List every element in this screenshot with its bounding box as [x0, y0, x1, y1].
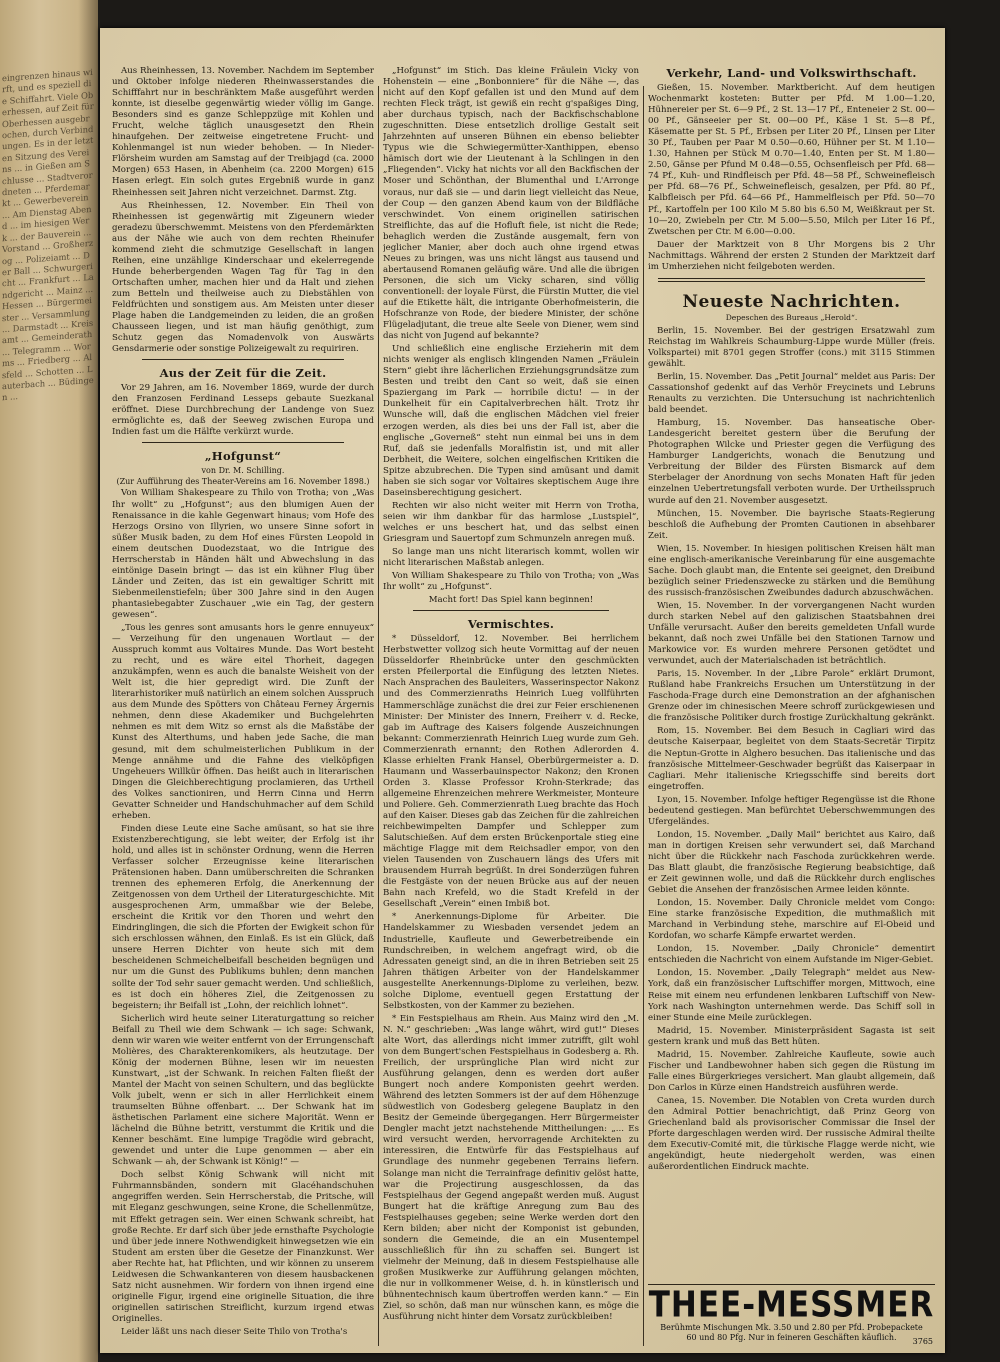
column-middle — [383, 66, 639, 1346]
news-item: London, 15. November. Daily Chronicle meldet vom Congo: Eine starke französische Expedition, die muthmaßlich mit Marchand in Verbindung stehe, marschire auf El-Obeid und Kordofan, wo scharfe Kämpfe erwartet werden. — [648, 898, 935, 942]
feuilleton-paragraph: Leider läßt uns nach dieser Seite Thilo von Trotha's — [121, 1326, 348, 1337]
feuilleton-paragraph: Von William Shakespeare zu Thilo von Trotha; von „Was Ihr wollt“ zu „Hofgunst“; aus den blumigen Auen der Renaissance in die kahle Gegenwart hinaus; vom Hofe des Herzogs Orsino von Illyrien, wo unsere Sinne sofort in süßer Musik baden, zu dem Hof eines Fürsten Leopold in einem deutschen Duodezstaat, wo die Intrigue des Herrscherstab in Händen hält und Abwechslung in das eintönige Dasein bringt — das ist ein kühner Flug über Länder und Zeiten, das ist ein gewaltiger Schritt mit Siebenmeilenstiefeln; über 300 Jahre sind in den Augen phantasiebegabter Zuschauer „wie ein Tag, der gestern gewesen“. — [112, 488, 374, 620]
feuilleton-title: „Hofgunst“ — [204, 449, 282, 464]
news-item: Lyon, 15. November. Infolge heftiger Regengüsse ist die Rhone bedeutend gestiegen. Man befürchtet Ueberschwemmungen des Ufergeländes. — [648, 794, 935, 827]
divider — [413, 610, 609, 611]
feuilleton-paragraph: Und schließlich eine englische Erzieherin mit dem nichts weniger als englisch klingenden Namen „Fräulein Stern“ giebt ihre lächerlichen Erziehungsgrundsätze zum Besten und treibt den Cant so weit, daß sie einen Spaziergang im Park — horribile dictu! — in der Dunkelheit für ein Capitalverbrechen hält. Trotz ihr Wunsche will, daß die englischen Mädchen viel freier erzogen werden, als dies bei uns der Fall ist, aber die englische „Governeß“ steht nun einmal bei uns in dem Ruf, daß sie jedenfalls Moralfistin ist, und mit aller Derbheit, die Weitere, solchen eingelfischen Kritiken die Spitze abzubrechen. Die Typen sind amüsant und damit haben sie sich sogar vor Voltaires skeptischem Auge ihre Daseinsberechtigung gesichert. — [383, 344, 639, 498]
column-right — [648, 66, 935, 1346]
feuilleton-paragraph: So lange man uns nicht literarisch kommt, wollen wir nicht literarischen Maßstab anlegen. — [383, 547, 639, 569]
feuilleton-paragraph: Finden diese Leute eine Sache amüsant, so hat sie ihre Existenzberechtigung, sie lebt weiter, der Erfolg ist ihr hold, und alles ist in schönster Ordnung, wenn die Herren Verfasser solcher Erzeugnisse keine literarischen Prätensionen haben. Dann umüberschreiten die Schranken trennen des ephemeren Erfolg, die Anerkennung der Zeitgenossen von dem Urtheil der Literaturgeschichte. Mit ausgesprochenen Arm, ummaßbar wie der Belebe, erscheint die Kritik vor den Thoren und wehrt den Eindringlingen, die sich die Pforten der Ewigkeit schon für sich erschlossen wähnen, den Einlaß. Es ist ein Glück, daß unsere Herren Dichter von heute sich mit dem bescheidenen Schmeichelbeifall bescheiden begnügen und nur um die Gunst des Publikums buhlen; denn manchen sollte der Tod sehr sauer gemacht werden. Und schließlich, es ist doch ein höheres Ziel, die Zeitgenossen zu begeistern; ihr Beifall ist „Lohn, der reichlich lohnet“. — [112, 823, 374, 1011]
news-item: Hamburg, 15. November. Das hanseatische Ober-Landesgericht bereitet gestern über die Berufung der Photographen Wilcke und Priester gegen die Verfügung des Hamburger Landgerichts, wonach die Benutzung und Verbreitung der Bilder des Fürsten Bismarck auf dem Sterbelager der Anordnung von sechs Monaten Haft für jeden einzelnen Uebertretungsfall verboten wurde. Der Urtheilsspruch wurde auf den 21. November ausgesetzt. — [648, 418, 935, 506]
news-item: Berlin, 15. November. Das „Petit Journal“ meldet aus Paris: Der Cassationshof gedenkt auf das Verhör Freycinets und Lebruns Renaults zu verzichten. Die Untersuchung ist nachrichtenlich bald beendet. — [648, 371, 935, 416]
feuilleton-subtitle: (Zur Aufführung des Theater-Vereins am 16. November 1898.) — [116, 477, 370, 487]
feuilleton-paragraph: Rechten wir also nicht weiter mit Herrn von Trotha, seien wir ihm dankbar für das harmlose „Lustspiel“, welches er uns beschert hat, und das selbst einen Griesgram und Sauertopf zum Schmunzeln anregen muß. — [383, 500, 639, 544]
news-item: Wien, 15. November. In hiesigen politischen Kreisen hält man eine englisch-amerikanische Vereinbarung für eine ausgemachte Sache. Doch glaubt man, die Entente sei geeignet, den Dreibund bezüglich seiner Friedenszwecke zu stärken und die Bemühung des russisch-französischen Zweibundes dadurch abzuschwächen. — [648, 543, 935, 598]
news-item: London, 15. November. „Daily Mail“ berichtet aus Kairo, daß man in dortigen Kreisen sehr verwundert sei, daß Marchand nicht über die Rückkehr nach Faschoda zurückkehren werde. Das Blatt glaubt, die französische Regierung beabsichtige, daß er Zeit gewinnen wolle, und daß die Rückkehr durch englisches Gebiet die Ansehen der französischen Armee leiden könnte. — [648, 829, 935, 896]
divider — [658, 278, 925, 282]
news-item: Paris, 15. November. In der „Libre Parole“ erklärt Drumont, Rußland habe Frankreichs Ersuchen um Unterstützung in der Faschoda-Frage durch eine Demonstration an der afghanischen Grenze oder im chinesischen Meere schroff zurückgewiesen und die französische Politiker durch frostige Zurückhaltung gekränkt. — [648, 669, 935, 724]
column-left — [112, 66, 374, 1346]
article-rheinhessen-13: Aus Rheinhessen, 13. November. Nachdem im September und Oktober infolge niederen Rheinwasserstandes die Schifffahrt nur in beschränktem Maße ausgeführt werden konnte, ist dieselbe gegenwärtig wieder völlig im Gange. Besonders sind es ganze Schleppzüge mit Kohlen und Frucht, welche täglich unausgesetzt den Rhein hinaufgehen. Der zeitweise eingetretene Frucht- und Kohlenmangel ist nun wieder behoben. — In Nieder-Flörsheim wurden am Samstag auf der Treibjagd (ca. 2000 Morgen) 653 Hasen, in Abenheim (ca. 2200 Morgen) 615 Hasen erlegt. Ein solch gutes Ergebniß wurde in ganz Rheinhessen seit Jahren nicht verzeichnet. Darmst. Ztg. — [112, 66, 374, 198]
article-festspielhaus: * Ein Festspielhaus am Rhein. Aus Mainz wird den „M. N. N.“ geschrieben: „Was lange währt, wird gut!“ Dieses alte Wort, das allerdings nicht immer zutrifft, gilt wohl von dem Bungert'schen Festspielhaus in Godesberg a. Rh. Freilich, der ursprüngliche Plan wird nicht zur Ausführung gelangen, denn es werden dort außer Bungert noch andere Komponisten geehrt werden. Während des letzten Sommers ist der auf dem Höhenzuge südwestlich von Godesberg gelegene Bauplatz in den Besitz der Gemeinde übergegangen. Herr Bürgermeister Dengler macht jetzt nachstehende Mittheilungen: „... Es wird versucht werden, hervorragende Architekten zu interessiren, die Entwürfe für das Festspielhaus auf Grundlage des nunmehr gegebenen Terrains liefern. Solange man nicht die Terrainfrage definitiv gelöst hatte, war die Projectirung ausgeschlossen, da das Festspielhaus der Gegend angepaßt werden muß. August Bungert hat die kräftige Anregung zum Bau des Festspielhauses gegeben; seine Werke werden dort den Kern bilden; aber nicht der Komponist ist gebunden, sondern die Gemeinde, die an ein Musentempel ausschließlich für ihn zu schaffen sei. Bungert ist vielmehr der Meinung, daß in diesem Festspielhause alle großen Musikwerke zur Aufführung gelangen möchten, die nur in vollkommener Weise, d. h. in künstlerisch und bühnentechnisch kaum übertroffen werden kann.“ — Ein Ziel, so schön, daß man nur wünschen kann, es möge die Ausführung nicht hinter dem Vorsatz zurückbleiben! — [383, 1013, 639, 1323]
feuilleton-paragraph: Doch selbst König Schwank will nicht mit Fuhrmannsbänden, sondern mit Glacéhandschuhen angegriffen werden. Sein Herrscherstab, die Pritsche, will mit Eleganz geschwungen, seine Krone, die Schellenmütze, mit Effekt getragen sein. Wer einen Schwank schreibt, hat große Rechte. Er darf sich über jede ernsthafte Psychologie und über jede innere Nothwendigkeit hinwegsetzen wie ein Student am ersten über die Gesetze der Finanzkunst. Wer aber Rechte hat, hat Pflichten, und wir können zu unserem Leidwesen die Schwankanteren von diesem hausbackenen Satz nicht ausnehmen. Wir fordern von ihnen irgend eine originelle Figur, irgend eine originelle Situation, die ihre originellen satirischen Streiflicht, kurzum irgend etwas Originelles. — [112, 1170, 374, 1324]
column-rule — [378, 86, 379, 1346]
ad-number: 3765 — [912, 1337, 933, 1346]
news-item: München, 15. November. Die bayrische Staats-Regierung beschloß die Aufhebung der Promten Cautionen in absehbarer Zeit. — [648, 508, 935, 541]
article-duesseldorf: * Düsseldorf, 12. November. Bei herrlichem Herbstwetter vollzog sich heute Vormittag auf der neuen Düsseldorfer Rheinbrücke unter den geschmückten ersten Pfeilerportal die Einfügung des letzten Nietes. Nach Ansprachen des Bauleiters, Wasserinspector Nakonz und des Commerzienraths Heinrich Lueg vollführten Hammerschläge zunächst die drei zur Feier erschienenen Minister: Der Minister des Innern, Freiherr v. d. Recke, gab im Auftrage des Kaisers folgende Auszeichnungen bekannt: Commerzienrath Heinrich Lueg wurde zum Geh. Commerzienrath ernannt; den Rothen Adlerorden 4. Klasse erhielten Frank Hansel, Oberbürgermeister a. D. Haumann und Wasserbauinspector Nakonz; den Kronen Orden 3. Klasse Professor Krohn-Sterkrade; das allgemeine Ehrenzeichen mehrere Werkmeister, Monteure und Poliere. Geh. Commerzienrath Lueg brachte das Hoch auf den Kaiser. Dieses gab das Zeichen für die zahlreichen reichbewimpelten Dampfer und Schlepper zum Salutschießen. Auf dem ersten Brückenportale stieg eine mächtige Flagge mit dem Reichsadler empor, von den vielen Tausenden von Zuschauern längs des Ufers mit brausendem Hurrah begrüßt. In drei Sonderzügen fuhren die Festgäste von der neuen Brücke aus auf der neuen Bahn nach Krefeld, wo die Stadt Krefeld in der Gesellschaft „Verein“ einen Imbiß bot. — [383, 634, 639, 910]
section-heading-neueste: Neueste Nachrichten. — [682, 291, 901, 312]
previous-page-edge — [0, 0, 98, 1362]
feuilleton-paragraph: Sicherlich wird heute seiner Literaturgattung so reicher Beifall zu Theil wie dem Schwank — ich sage: Schwank, denn wir waren wie weiter entfernt von der Errungenschaft Molières, des Charakterenkomikers, als heutzutage. Der König der modernen Bühne, lesen wir im neuesten Kunstwart, „ist der Schwank. In reichen Falten fließt der Mantel der Macht von seinen Schultern, und das beglückte Volk jubelt, wenn er sich in aller Herrlichkeit einem traumselten Bühne offenbart. ... Der Schwank hat im ästhetischen Parlament eine sichere Majorität. Wenn er lächelnd die Bühne betritt, verstummt die Kritik und die Kenner beschämt. Eine lumpige Tragödie wird gebracht, gewendet und unter die Lupe genommen — aber ein Schwank — ah, der Schwank ist König!“ — — [112, 1013, 374, 1168]
feuilleton-paragraph: Von William Shakespeare zu Thilo von Trotha; von „Was Ihr wollt“ zu „Hofgunst“. — [383, 571, 639, 593]
news-item: Madrid, 15. November. Ministerpräsident Sagasta ist seit gestern krank und muß das Bett hüten. — [648, 1025, 935, 1047]
section-subheading: Depeschen des Bureaus „Herold“. — [725, 312, 858, 322]
article-marktbericht: Gießen, 15. November. Marktbericht. Auf dem heutigen Wochenmarkt kosteten: Butter per Pfd. M 1.00—1.20, Hühnereier per St. 6—9 Pf., 2 St. 13—17 Pf., Enteneier 2 St. 00—00 Pf., Gänseeier per St. 00—00 Pf., Käse 1 St. 5—8 Pf., Käsematte per St. 5 Pf., Erbsen per Liter 20 Pf., Linsen per Liter 30 Pf., Tauben per Paar M 0.50—0.60, Hühner per St. M 1.10—1.30, Hahnen per Stück M 0.70—1.40, Enten per St. M 1.80—2.50, Gänse per Pfund M 0.48—0.55, Ochsenfleisch per Pfd. 68—74 Pf., Kuh- und Rindfleisch per Pfd. 48—58 Pf., Schweinefleisch per Pfd. 68—76 Pf., Schweinefleisch, gesalzen, per Pfd. 80 Pf., Kalbfleisch per Pfd. 64—66 Pf., Hammelfleisch per Pfd. 50—70 Pf., Kartoffeln per 100 Kilo M 5.80 bis 6.50 M, Weißkraut per St. 10—20, Zwiebeln per Ctr. M 5.00—5.50, Milch per Liter 16 Pf., Zwetschen per Ctr. M 6.00—0.00. — [648, 83, 935, 237]
section-heading-vermischtes: Vermischtes. — [467, 617, 555, 632]
advertisement — [648, 1284, 935, 1348]
ad-brand: THEE-MESSMER — [648, 1284, 935, 1326]
article-rheinhessen-12: Aus Rheinhessen, 12. November. Ein Theil von Rheinhessen ist gegenwärtig mit Zigeunern wieder geradezu überschwemmt. Meistens von den Pferdemärkten aus der Nähe wie auch von dem rechten Rheinufer kommend zieht die schmutzige Gesellschaft in langen Reihen, eine unzählige Kinderschaar und ekelerregende Hunde beherbergenden Wagen Tag für Tag in den Ortschaften umher, machen hier und da Halt und ziehen zum Betteln und theilweise auch zu Diebstählen von Feldfrüchten und sonstigem aus. Am Meisten unter dieser Plage haben die Landgemeinden zu leiden, die an großen Chausseen liegen, und ist man häufig genöthigt, zum Schutz gegen das Nomadenvolk von Auswärts Gensdarmerie oder sonstige Polizeigewalt zu requiriren. — [112, 200, 374, 355]
feuilleton-byline: von Dr. M. Schilling. — [201, 466, 285, 476]
section-heading-zeit: Aus der Zeit für die Zeit. — [159, 366, 327, 381]
newspaper-page — [100, 28, 945, 1353]
column-rule — [643, 86, 644, 1346]
feuilleton-paragraph: „Tous les genres sont amusants hors le genre ennuyeux“ — Verzeihung für den ungenauen Wortlaut — der Ausspruch kommt aus Voltaires Munde. Das Wort besteht zu recht, und es wäre eitel Thorheit, dagegen anzukämpfen, wenn es auch die banalste Weisheit von der Welt ist, die hier gepredigt wird. Die Zunft der literarhistoriker muß natürlich an einem solchen Ausspruch aus dem Munde des Spötters von Château Ferney Ärgernis nehmen, denn diese Akademiker und Buchgelehrten nehmen es mit dem Witz so ernst als die Maßstäbe der Kunst des Alterthums, und haben jede Sache, die man gesund, mit dem schulmeisterlichen Publikum in der Menge annähme und die Fahne des vielköpfigen Ungeheuers Willkür öffnen. Das heißt auch in literarischen Dingen die Gleichberechtigung proclamieren, das Urtheil des Volkes sanctioniren, und Herrn Cinna und Herrn Gevatter Schneider und Handschuhmacher auf dem Schild erheben. — [112, 623, 374, 821]
ad-line-1: Berühmte Mischungen Mk. 3.50 und 2.80 per Pfd. Probepackete — [660, 1323, 923, 1332]
section-heading-verkehr: Verkehr, Land- und Volkswirthschaft. — [666, 66, 917, 80]
news-item: Canea, 15. November. Die Notablen von Creta wurden durch den Admiral Pottier benachrichtigt, daß Prinz Georg von Griechenland bald als provisorischer Commissar die Insel der Pforte dargeschlagen werden wird. Der russische Admiral theilte dem Executiv-Comité mit, die türkische Flagge werde nicht, wie angekündigt, heute niedergeholt werden, was einen außerordentlichen Eindruck machte. — [648, 1095, 935, 1173]
feuilleton-paragraph: „Hofgunst“ im Stich. Das kleine Fräulein Vicky von Hohenstein — eine „Bonbonniere“ für die Nähe —, das nicht auf den Kopf gefallen ist und den Mund auf dem rechten Fleck trägt, ist gewiß ein recht g'spaßiges Ding, aber durchaus typisch, nach der Backfischschablone zugeschnitten. Diese entsetzlich drollige Gestalt seit Jahrzehnten auf unseren Bühnen ein ebenso beliebter Typus wie die Schwiegermütter-Xanthippen, ebenso hämisch dort wie der Lieutenant à la Schlingen in den „Fliegenden“. Vicky hat nichts vor all den Backfischen der Moser und Schönthan, der Blumenthal und L'Arronge voraus, nur daß sie — und darin liegt vielleicht das Neue, der Coup — den ganzen Abend kaum von der Bildfläche verschwindet. Von einem originellen satirischen Streiflichte, das auf die Hofluft fiele, ist nicht die Rede; behaglich werden die Zustände ausgemalt, fern von jeglicher Manier, aber doch auch ohne irgend etwas Neues zu bringen, was uns nicht längst aus tausend und abertausend Romanen geläufig wäre. Und alle die übrigen Personen, die sich um Vicky scharen, sind völlig conventionell: der loyale Fürst, die Fürstin Mutter, die viel auf die Etikette hält, die intrigante Oberhofmeisterin, die Hofschranze von Rode, der biedere Minister, der schöne Flügeladjutant, die treue alte Seele von Diener, wem sind das nicht von Jugend auf bekannte? — [383, 66, 639, 342]
news-item: Berlin, 15. November. Bei der gestrigen Ersatzwahl zum Reichstag im Wahlkreis Schaumburg-Lippe wurde Müller (freis. Volkspartei) mit 8701 gegen Stroffer (cons.) mit 3115 Stimmen gewählt. — [648, 325, 935, 369]
divider — [142, 442, 344, 443]
article-suezkanal: Vor 29 Jahren, am 16. November 1869, wurde der durch den Franzosen Ferdinand Lesseps gebaute Suezkanal eröffnet. Diese Durchbrechung der Landenge von Suez ermöglichte es, daß der Seeweg zwischen Europa und Indien fast um die Hälfte verkürzt wurde. — [112, 383, 374, 438]
divider — [142, 359, 344, 360]
article-diplome: * Anerkennungs-Diplome für Arbeiter. Die Handelskammer zu Wiesbaden versendet jedem an Industrielle, Kaufleute und Gewerbetreibende ein Rundschreiben, in welchem angefragt wird, ob die Adressaten geneigt sind, an die in ihren Betrieben seit 25 Jahren thätigen Arbeiter von der Handelskammer ausgestellte Anerkennungs-Diplome zu verleihen, bezw. solche Diplome, eventuell gegen Erstattung der Selbstkosten, von der Kammer zu beziehen. — [383, 912, 639, 1011]
news-item: Madrid, 15. November. Zahlreiche Kaufleute, sowie auch Fischer und Landbewohner haben sich gegen die Rüstung im Falle eines Bürgerkrieges versichert. Man glaubt allgemein, daß Don Carlos in Kürze einen Handstreich ausführen werde. — [648, 1049, 935, 1093]
feuilleton-closing: Macht fort! Das Spiel kann beginnen! — [428, 595, 594, 606]
ad-line-2: 60 und 80 Pfg. Nur in feineren Geschäften käuflich. — [686, 1333, 897, 1342]
news-item: London, 15. November. „Daily Chronicle“ dementirt entschieden die Nachricht von einem Aufstande im Niger-Gebiet. — [648, 944, 935, 966]
news-item: London, 15. November. „Daily Telegraph“ meldet aus New-York, daß ein französischer Luftschiffer morgen, Mittwoch, eine Reise mit einem neu erfundenen lenkbaren Luftschiff von New-York nach Washington unternehmen werde. Das Schiff soll in einer Stunde eine Meile zurücklegen. — [648, 968, 935, 1023]
previous-page-text: eingrenzen hinaus wirft, und es speziell die Schiffahrt. Viele Oberhessen, auf Zeit für Oberhessen ausgebrochen, durch Verbindungen. Es in der letzten Sitzung des Vereins ... in Gießen am Schlusse ... Stadtverordneten ... Pferdemarkt ... Gewerbeverein ... Am Dienstag Abend ... im hiesigen Werk ... der Bauverein ... Vorstand ... Großherzog ... Polizeiamt ... Der Ball ... Schwurgericht ... Frankfurt ... Landgericht ... Mainz ... Hessen ... Bürgermeister ... Versammlung ... Darmstadt ... Kreisamt ... Gemeinderath ... Telegramm ... Worms ... Friedberg ... Alsfeld ... Schotten ... Lauterbach ... Büdingen ... — [2, 66, 94, 403]
news-item: Wien, 15. November. In der vorvergangenen Nacht wurden durch starken Nebel auf den galizischen Staatsbahnen drei Unfälle verursacht. Außer den bereits gemeldeten Unfall wurde bekannt, daß noch zwei Unfälle bei den Stationen Tarnow und Markowice vor. Es wurden mehrere Personen getödtet und verwundet, auch der Materialschaden ist beträchtlich. — [648, 600, 935, 667]
ad-text — [648, 1323, 935, 1343]
news-item: Rom, 15. November. Bei dem Besuch in Cagliari wird das deutsche Kaiserpaar, begleitet von dem Staats-Secretär Tirpitz die Neptun-Grotte in Alghero besuchen. Das italienische und das französische Mittelmeer-Geschwader begrüßt das Kaiserpaar in Cagliari. Mehr italienische Kriegsschiffe sind bereits dort eingetroffen. — [648, 726, 935, 792]
article-marktzeit: Dauer der Marktzeit von 8 Uhr Morgens bis 2 Uhr Nachmittags. Während der ersten 2 Stunden der Marktzeit darf im Umherziehen nicht feilgeboten werden. — [648, 239, 935, 272]
